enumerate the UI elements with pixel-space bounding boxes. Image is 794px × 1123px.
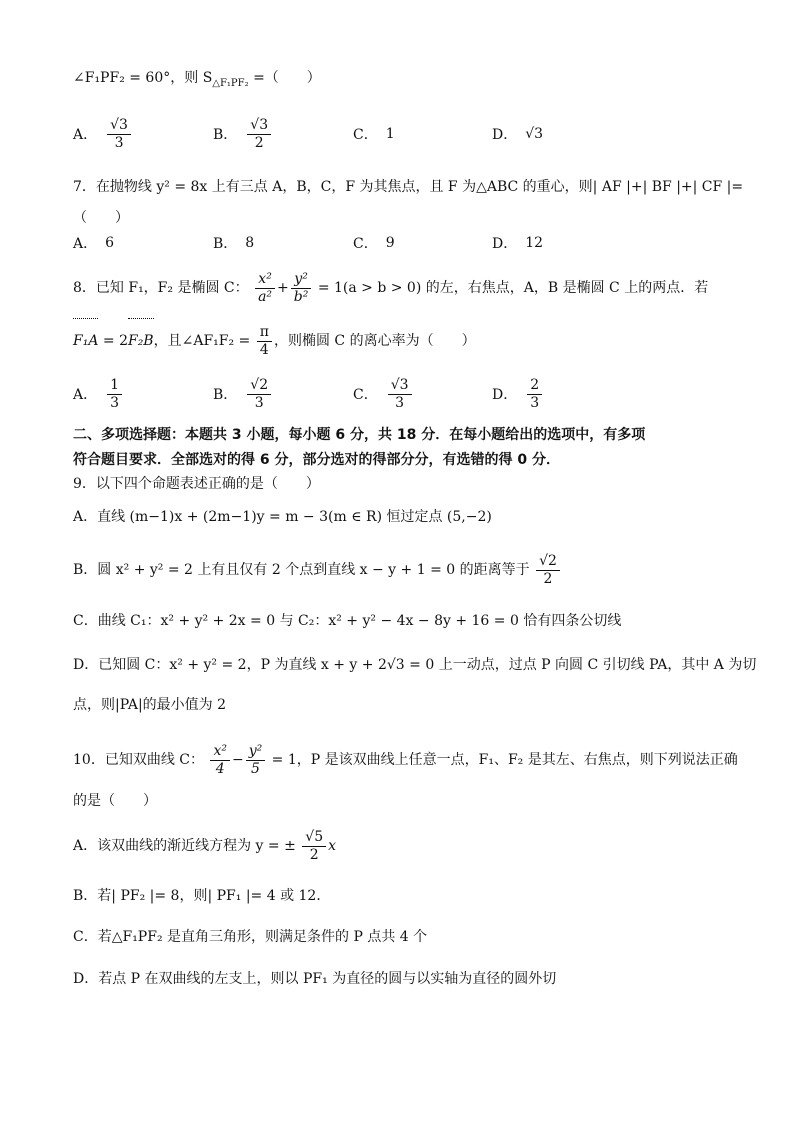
q8-option-d[interactable] xyxy=(492,372,544,416)
option-letter: B． xyxy=(213,387,238,403)
q6-condition-text: ∠F₁PF₂ = 60°，则 S xyxy=(73,70,213,86)
q9-option-c[interactable]: C．曲线 C₁：x² + y² + 2x = 0 与 C₂：x² + y² − 4x − 8y + 16 = 0 恰有四条公切线 xyxy=(73,613,622,629)
option-letter: C． xyxy=(353,236,378,252)
option-text: x xyxy=(328,838,337,854)
q8-option-b[interactable] xyxy=(213,372,273,416)
option-text: 12 xyxy=(525,235,544,251)
fraction xyxy=(210,744,230,776)
fraction-numerator: √3 xyxy=(388,378,412,395)
option-text: 6 xyxy=(105,235,115,251)
fraction-denominator: 2 xyxy=(254,134,264,151)
vector: F₂B xyxy=(128,321,154,361)
fraction-denominator: a² xyxy=(258,288,273,305)
fraction xyxy=(388,378,412,410)
option-letter: B． xyxy=(213,236,238,252)
fraction xyxy=(291,272,312,304)
q7-stem-bracket: （ ） xyxy=(73,210,129,226)
q9-option-b[interactable] xyxy=(73,548,562,592)
option-letter: D． xyxy=(492,236,518,252)
q7-options xyxy=(73,221,723,265)
section-2-heading: 二、多项选择题：本题共 3 小题，每小题 6 分，共 18 分．在每小题给出的选项中，有多项 xyxy=(73,427,646,443)
fraction xyxy=(247,118,271,150)
q6-options xyxy=(73,112,723,156)
option-letter: D． xyxy=(492,387,518,403)
fraction-denominator: 3 xyxy=(395,394,405,411)
fraction-denominator: 4 xyxy=(215,760,225,777)
option-text: 1 xyxy=(385,126,395,142)
fraction xyxy=(246,744,266,776)
option-letter: D． xyxy=(492,127,518,143)
minus-sign: − xyxy=(231,752,244,768)
vector: F₁A xyxy=(73,321,98,361)
fraction-numerator: y² xyxy=(291,272,311,289)
q7-option-c[interactable] xyxy=(353,221,395,265)
fraction-numerator: 1 xyxy=(107,378,122,395)
q9-stem: 9．以下四个命题表述正确的是（ ） xyxy=(73,476,320,492)
fraction-denominator: 3 xyxy=(110,394,120,411)
q10-stem-text: 10．已知双曲线 C： xyxy=(73,752,204,768)
option-text: B．圆 x² + y² = 2 上有且仅有 2 个点到直线 x − y + 1 = 0 的距离等于 xyxy=(73,562,530,578)
option-letter: A． xyxy=(73,387,98,403)
fraction-numerator: √2 xyxy=(247,378,271,395)
q10-stem-cont: 的是（ ） xyxy=(73,793,157,809)
q8-stem-text: = 1(a > b > 0) 的左，右焦点，A，B 是椭圆 C 上的两点．若 xyxy=(317,280,709,296)
q7-option-b[interactable] xyxy=(213,221,254,265)
fraction-numerator: √5 xyxy=(302,830,326,847)
q10-stem xyxy=(73,738,738,782)
fraction xyxy=(107,378,122,410)
q7-stem: 7．在抛物线 y² = 8x 上有三点 A，B，C，F 为其焦点，且 F 为△ABC 的重心，则| AF |+| BF |+| CF |= xyxy=(73,179,744,195)
fraction-denominator: 3 xyxy=(254,394,264,411)
q8-stem-text: ，且∠AF₁F₂ = xyxy=(153,333,251,349)
fraction-numerator: √2 xyxy=(536,554,560,571)
fraction-denominator: 4 xyxy=(259,341,269,358)
fraction-numerator: π xyxy=(257,325,272,342)
q10-stem-text: = 1，P 是该双曲线上任意一点，F₁、F₂ 是其左、右焦点，则下列说法正确 xyxy=(271,752,738,768)
q9-option-a[interactable]: A．直线 (m−1)x + (2m−1)y = m − 3(m ∈ R) 恒过定点 (5,−2) xyxy=(73,509,492,525)
option-text: √3 xyxy=(525,126,544,142)
option-text: 8 xyxy=(245,235,255,251)
fraction-denominator: b² xyxy=(293,288,309,305)
option-letter: C． xyxy=(353,127,378,143)
option-letter: A． xyxy=(73,127,98,143)
fraction xyxy=(255,272,275,304)
fraction xyxy=(257,325,272,357)
q9-option-d-cont[interactable]: 点，则|PA|的最小值为 2 xyxy=(73,697,227,713)
fraction-denominator: 5 xyxy=(250,760,260,777)
fraction-numerator: y² xyxy=(246,744,266,761)
fraction-numerator: x² xyxy=(210,744,230,761)
q10-option-c[interactable]: C．若△F₁PF₂ 是直角三角形，则满足条件的 P 点共 4 个 xyxy=(73,929,428,945)
fraction-numerator: 2 xyxy=(527,378,542,395)
fraction-denominator: 2 xyxy=(543,570,553,587)
fraction-numerator: √3 xyxy=(247,118,271,135)
q8-stem xyxy=(73,268,708,308)
q8-stem-text: = 2 xyxy=(98,333,128,349)
fraction xyxy=(536,554,560,586)
fraction-denominator: 3 xyxy=(114,134,124,151)
fraction-denominator: 3 xyxy=(530,394,540,411)
fraction xyxy=(247,378,271,410)
option-letter: C． xyxy=(353,387,378,403)
q6-option-d[interactable] xyxy=(492,112,543,156)
fraction-numerator: x² xyxy=(255,272,275,289)
q8-option-c[interactable] xyxy=(353,372,414,416)
option-text: 9 xyxy=(385,235,395,251)
option-letter: B． xyxy=(213,127,238,143)
q6-condition-subscript: △F₁PF₂ xyxy=(212,77,249,89)
q6-option-c[interactable] xyxy=(353,112,395,156)
option-letter: A． xyxy=(73,236,98,252)
q8-stem-text: 8．已知 F₁，F₂ 是椭圆 C： xyxy=(73,280,249,296)
q10-option-b[interactable]: B．若| PF₂ |= 8，则| PF₁ |= 4 或 12． xyxy=(73,888,331,904)
q8-stem-2 xyxy=(73,321,476,361)
q8-stem-text: ，则椭圆 C 的离心率为（ ） xyxy=(273,333,476,349)
q6-option-b[interactable] xyxy=(213,112,273,156)
fraction xyxy=(302,830,326,862)
q9-option-d[interactable]: D．已知圆 C：x² + y² = 2，P 为直线 x + y + 2√3 = 0 上一动点，过点 P 向圆 C 引切线 PA，其中 A 为切 xyxy=(73,657,757,673)
plus-sign: + xyxy=(277,280,289,296)
fraction-denominator: 2 xyxy=(309,846,319,863)
section-2-heading-cont: 符合题目要求．全部选对的得 6 分，部分选对的得部分分，有选错的得 0 分． xyxy=(73,452,560,468)
q10-option-d[interactable]: D．若点 P 在双曲线的左支上，则以 PF₁ 为直径的圆与以实轴为直径的圆外切 xyxy=(73,971,557,987)
q7-option-d[interactable] xyxy=(492,221,543,265)
q10-option-a[interactable] xyxy=(73,824,336,868)
q8-options xyxy=(73,372,723,416)
q6-condition-tail: =（ ） xyxy=(248,70,321,86)
fraction-numerator: √3 xyxy=(107,118,131,135)
fraction xyxy=(107,118,131,150)
fraction xyxy=(527,378,542,410)
q6-option-a[interactable] xyxy=(73,112,133,156)
option-text: A．该双曲线的渐近线方程为 y = ± xyxy=(73,838,296,854)
q8-option-a[interactable] xyxy=(73,372,124,416)
q7-option-a[interactable] xyxy=(73,221,114,265)
q6-condition xyxy=(73,68,321,88)
